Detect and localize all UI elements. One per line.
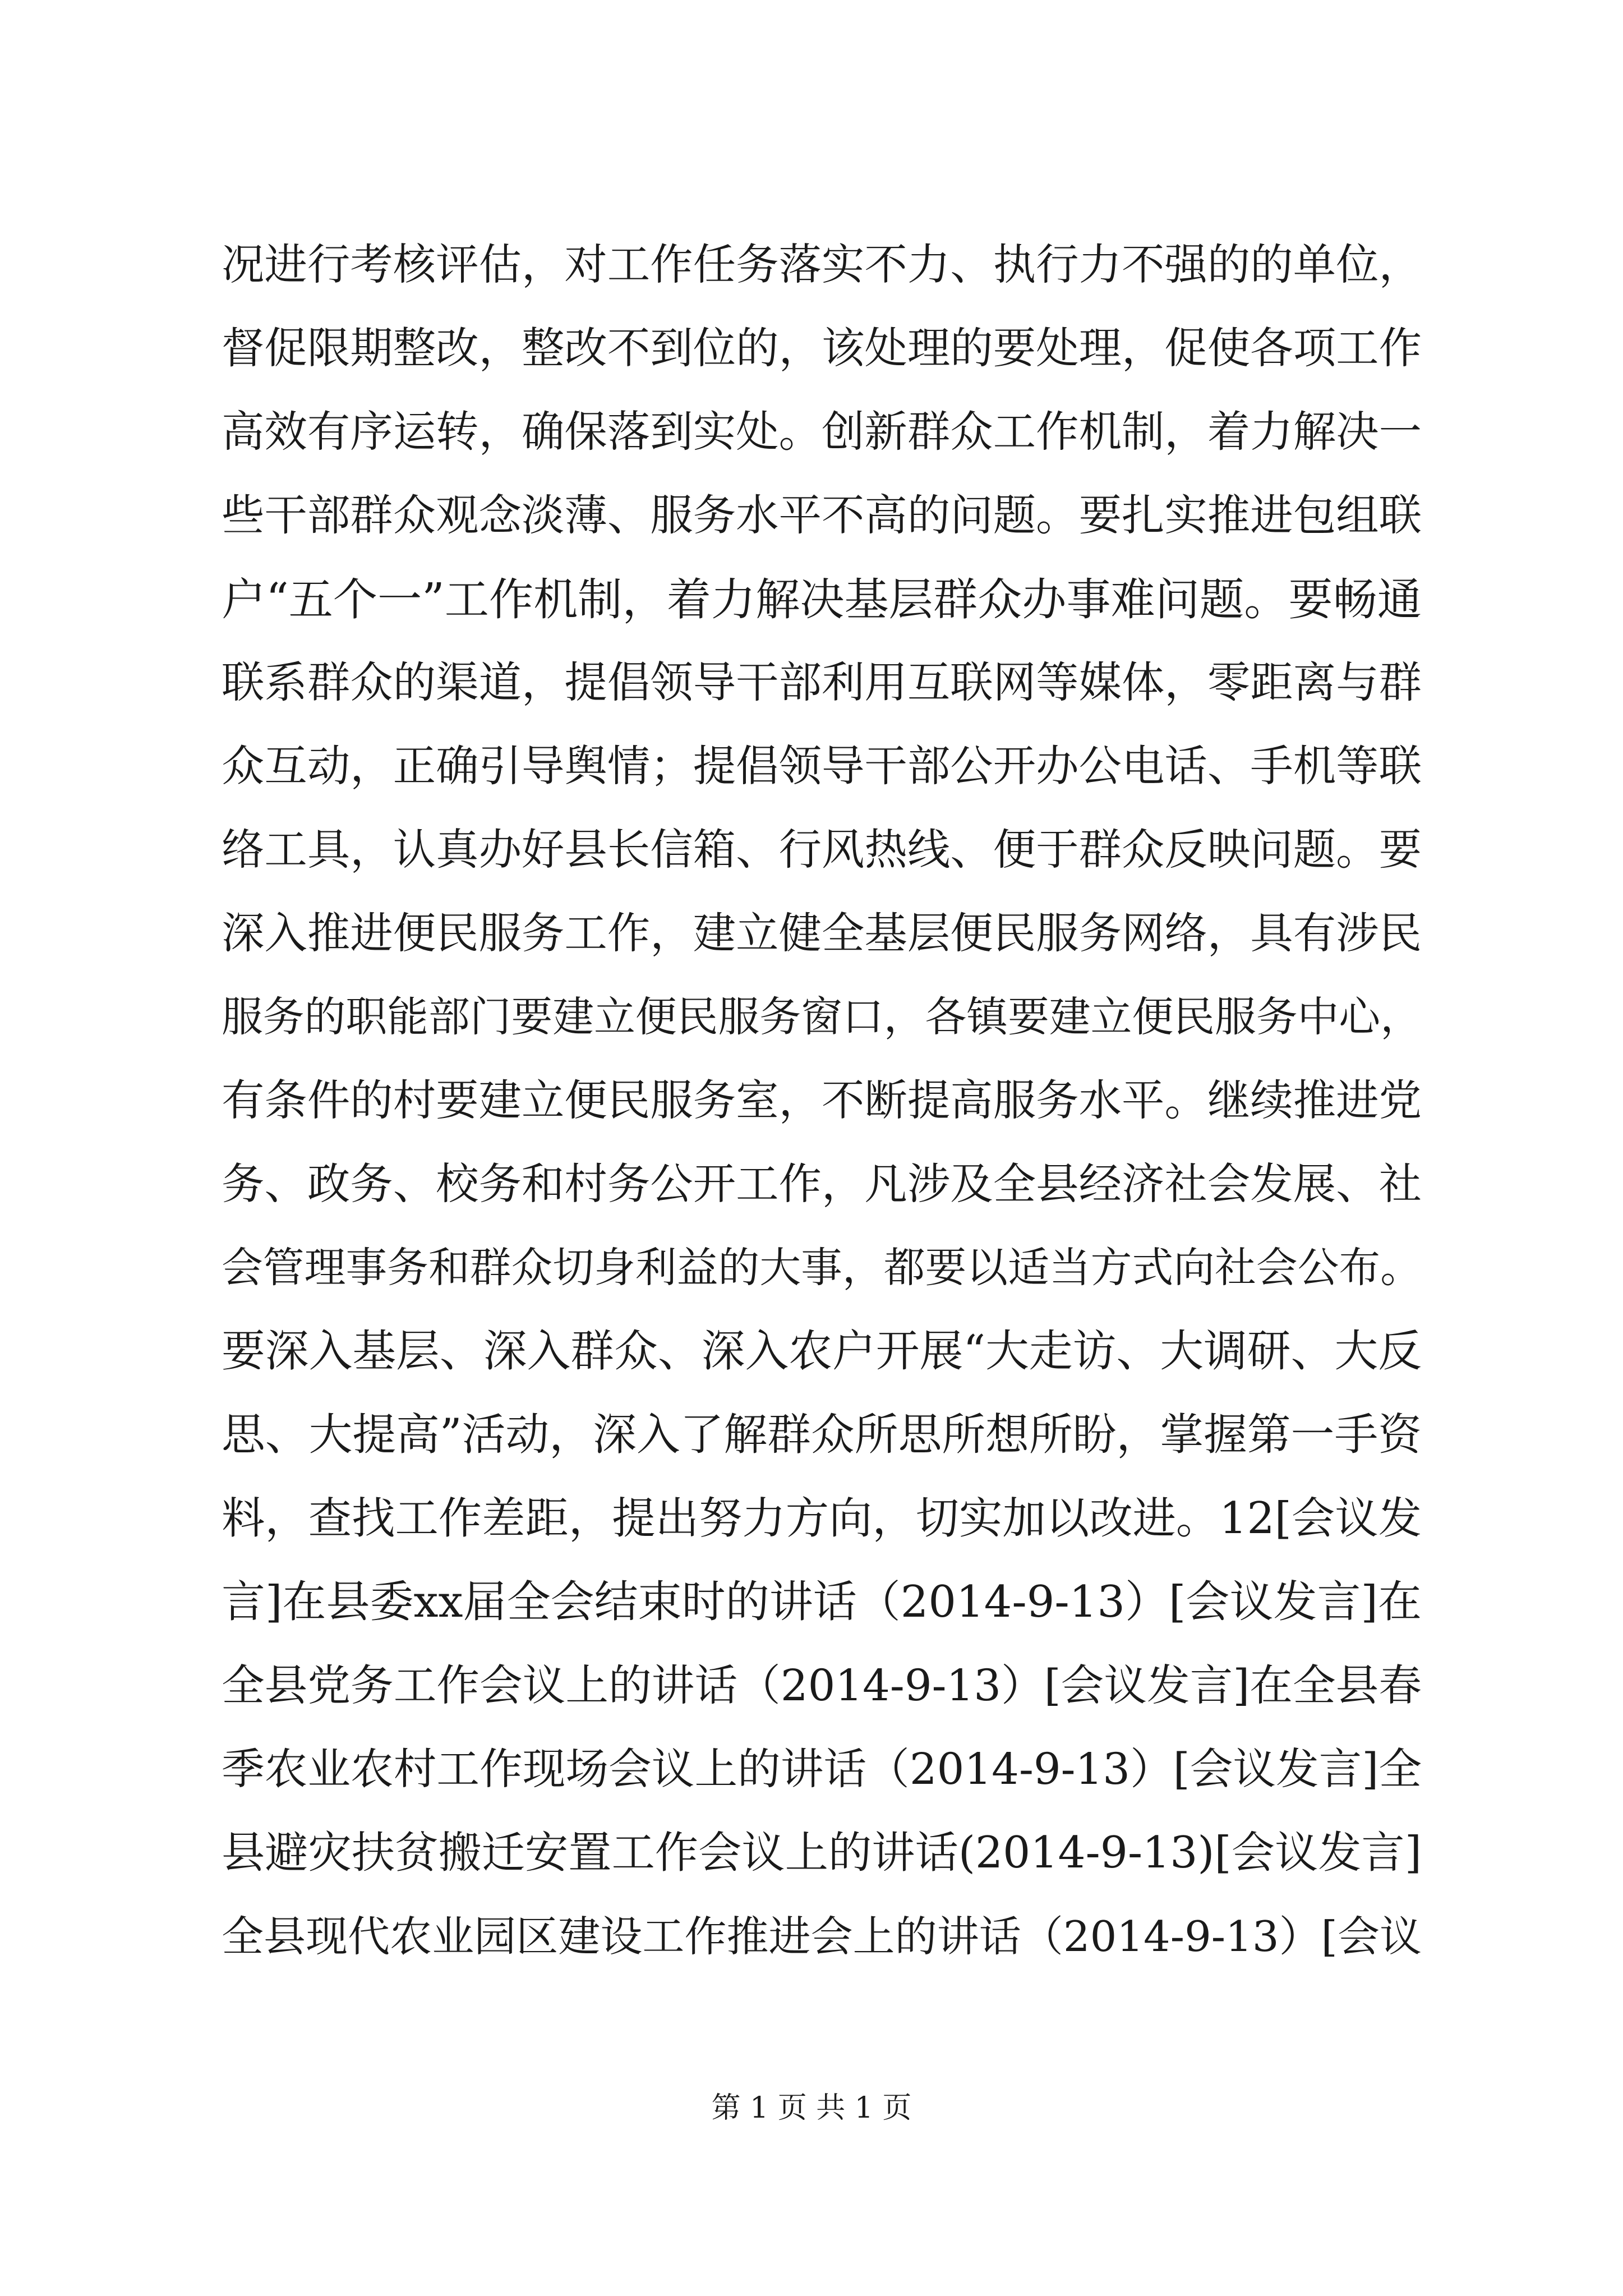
text-line: 服务的职能部门要建立便民服务窗口，各镇要建立便民服务中心， — [222, 993, 1422, 1041]
text-line: 季农业农村工作现场会议上的讲话（2014-9-13）[会议发言]全 — [222, 1745, 1422, 1795]
text-line: 督促限期整改，整改不到位的，该处理的要处理，促使各项工作 — [222, 324, 1422, 374]
text-line: 料，查找工作差距，提出努力方向，切实加以改进。12[会议发 — [222, 1493, 1422, 1544]
text-line: 思、大提高”活动，深入了解群众所思所想所盼，掌握第一手资 — [222, 1410, 1422, 1460]
text-line: 县避灾扶贫搬迁安置工作会议上的讲话(2014-9-13)[会议发言] — [222, 1828, 1422, 1878]
text-line: 些干部群众观念淡薄、服务水平不高的问题。要扎实推进包组联 — [222, 491, 1422, 541]
text-line: 全县党务工作会议上的讲话（2014-9-13）[会议发言]在全县春 — [222, 1661, 1422, 1711]
text-line: 况进行考核评估，对工作任务落实不力、执行力不强的的单位， — [222, 240, 1422, 290]
text-line: 深入推进便民服务工作，建立健全基层便民服务网络，具有涉民 — [222, 909, 1422, 959]
text-line: 要深入基层、深入群众、深入农户开展“大走访、大调研、大反 — [222, 1326, 1422, 1377]
text-line: 有条件的村要建立便民服务室，不断提高服务水平。继续推进党 — [222, 1076, 1422, 1126]
text-line: 众互动，正确引导舆情；提倡领导干部公开办公电话、手机等联 — [222, 742, 1422, 792]
text-line: 高效有序运转，确保落到实处。创新群众工作机制，着力解决一 — [222, 407, 1422, 457]
text-line: 言]在县委xx届全会结束时的讲话（2014-9-13）[会议发言]在 — [222, 1577, 1422, 1627]
text-line: 户“五个一”工作机制，着力解决基层群众办事难问题。要畅通 — [222, 573, 1422, 625]
page-number-footer: 第 1 页 共 1 页 — [711, 2091, 912, 2125]
text-line: 会管理事务和群众切身利益的大事，都要以适当方式向社会公布。 — [222, 1244, 1422, 1292]
text-line: 联系群众的渠道，提倡领导干部利用互联网等媒体，零距离与群 — [222, 658, 1422, 708]
text-line: 络工具，认真办好县长信箱、行风热线、便于群众反映问题。要 — [222, 825, 1422, 875]
text-line: 务、政务、校务和村务公开工作，凡涉及全县经济社会发展、社 — [222, 1159, 1422, 1209]
text-line: 全县现代农业园区建设工作推进会上的讲话（2014-9-13）[会议 — [222, 1912, 1422, 1961]
body-text — [222, 223, 1422, 1978]
